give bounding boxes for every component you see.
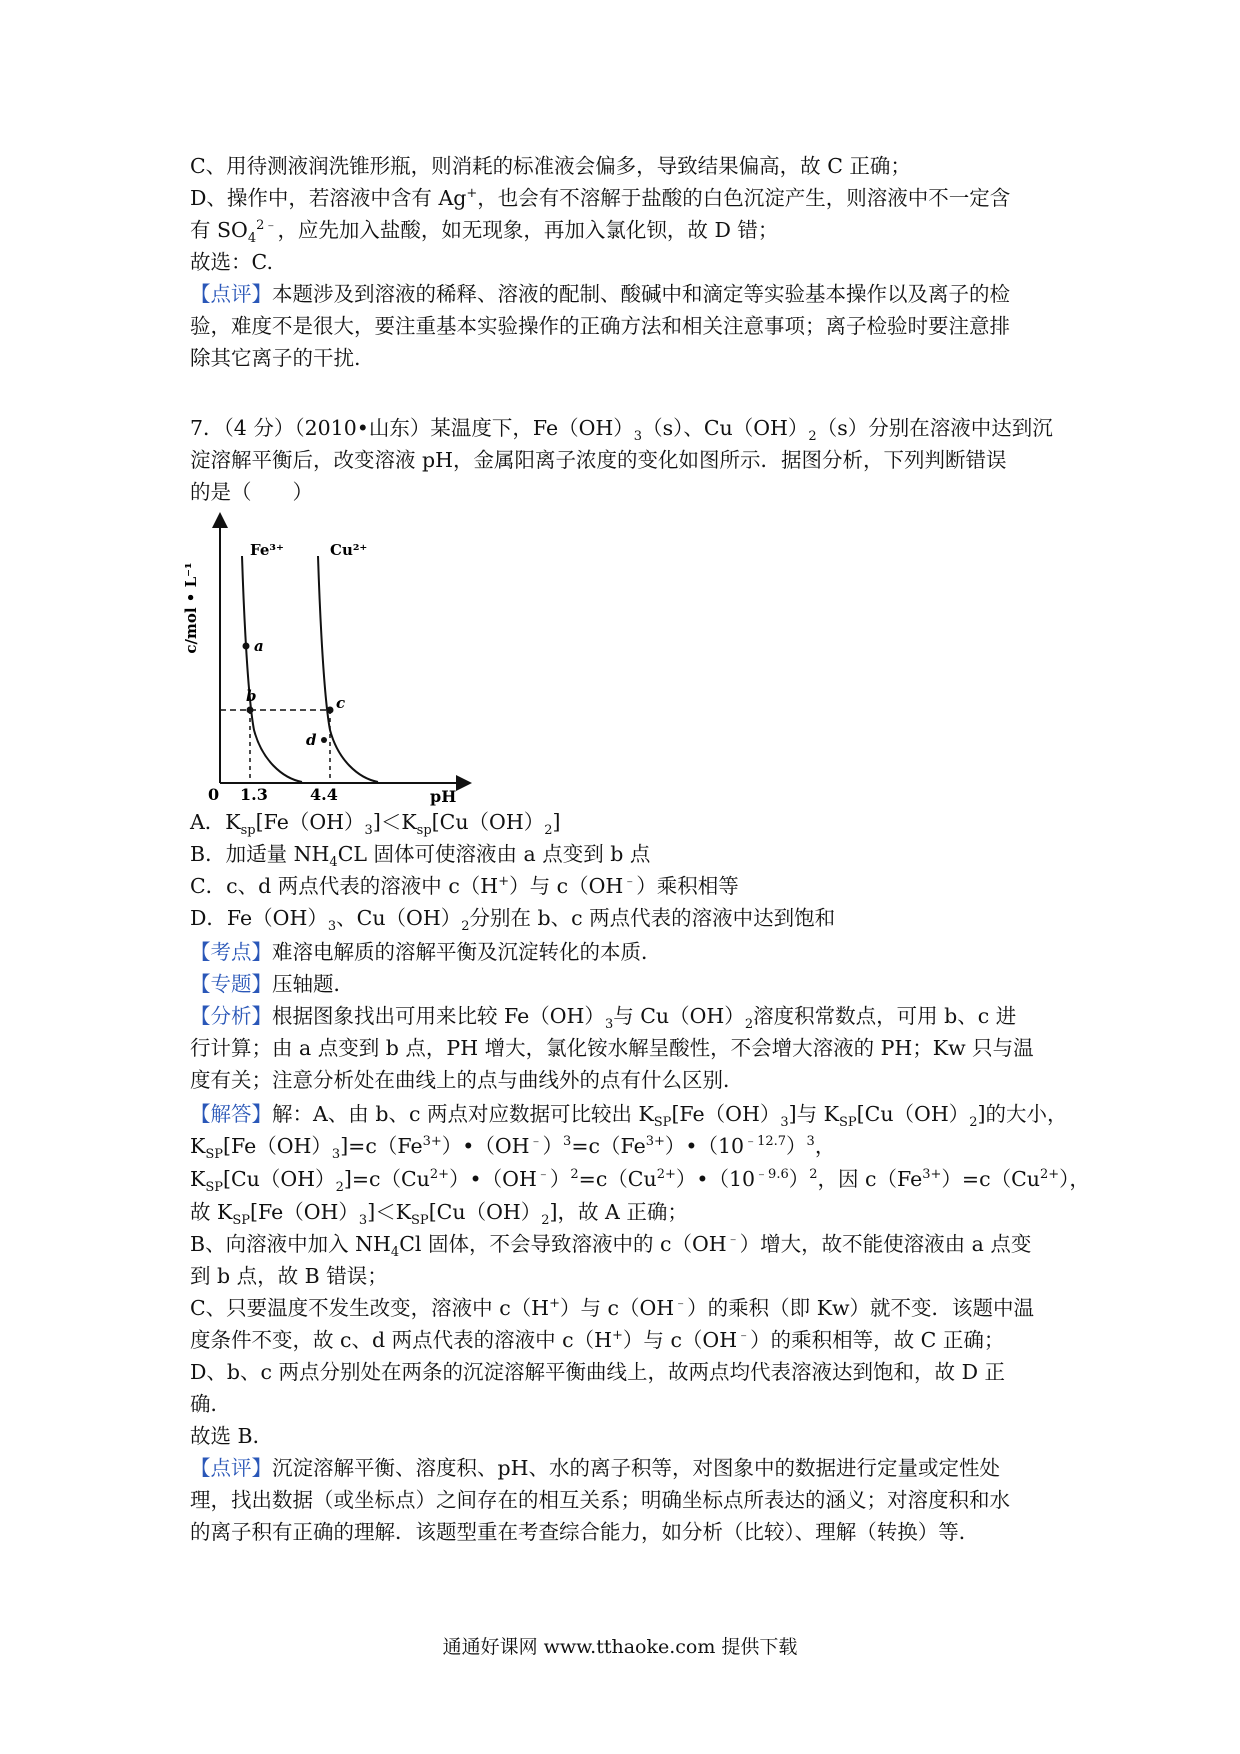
fenxi-tag: 【分析】	[190, 1004, 272, 1028]
answer-line: 故选 B．	[190, 1424, 274, 1448]
dianping-line: 【点评】沉淀溶解平衡、溶度积、pH、水的离子积等，对图象中的数据进行定量或定性处	[190, 1456, 1000, 1480]
text-line: 到 b 点，故 B 错误；	[190, 1264, 388, 1288]
fe3-curve	[242, 556, 302, 782]
text-line: 的离子积有正确的理解．该题型重在考查综合能力，如分析（比较）、理解（转换）等．	[190, 1520, 980, 1544]
text-line: 故 $K_{SP}[Fe(OH)_3]<K_{SP}[Cu(OH)_2]$，故 A 正确；	[190, 1200, 688, 1229]
series-label: Fe³⁺	[250, 541, 284, 559]
question-text: 的是（ ）	[190, 480, 313, 504]
text-line: 有 $SO_4^{2﹣}$，应先加入盐酸，如无现象，再加入氯化钡，故 D 错；	[190, 218, 779, 247]
point-a	[243, 643, 250, 650]
point-label: d	[306, 731, 317, 749]
text-line: D、操作中，若溶液中含有 Ag+，也会有不溶解于盐酸的白色沉淀产生，则溶液中不一定含	[190, 186, 1011, 210]
text-line: 理，找出数据（或坐标点）之间存在的相互关系；明确坐标点所表达的涵义；对溶度积和水	[190, 1488, 1010, 1512]
page-footer: 通通好课网 www.tthaoke.com 提供下载	[442, 1636, 798, 1658]
zhuanti-line: 【专题】压轴题．	[190, 972, 354, 996]
cu2-curve	[318, 556, 378, 782]
text-line: 除其它离子的干扰.	[190, 346, 361, 370]
option-b: B．加适量 $NH_4CL$ 固体可使溶液由 a 点变到 b 点	[190, 842, 651, 871]
dianping-tag: 【点评】	[190, 1456, 272, 1480]
origin-label: 0	[208, 785, 220, 804]
text-line: C、只要温度不发生改变，溶液中 c（H+）与 c（OH﹣）的乘积（即 Kw）就不变．该题中温	[190, 1296, 1035, 1320]
series-label: Cu²⁺	[330, 541, 368, 559]
comment-tag: 【点评】	[190, 282, 272, 306]
text-line: 验，难度不是很大，要注重基本实验操作的正确方法和相关注意事项；离子检验时要注意排	[190, 314, 1010, 338]
point-label: a	[254, 637, 264, 655]
kaodian-line: 【考点】难溶电解质的溶解平衡及沉淀转化的本质．	[190, 940, 662, 964]
jieda-line: 【解答】解：A、由 b、c 两点对应数据可比较出 $K_{SP}[Fe(OH)_3]$与 $K_{SP}[Cu(OH)_2]$的大小，	[190, 1102, 1068, 1131]
kaodian-tag: 【考点】	[190, 940, 272, 964]
text-line: 度有关；注意分析处在曲线上的点与曲线外的点有什么区别．	[190, 1068, 744, 1092]
point-label: c	[336, 694, 346, 712]
question-text: 淀溶解平衡后，改变溶液 pH，金属阳离子浓度的变化如图所示．据图分析，下列判断错误	[190, 448, 1007, 472]
point-label: b	[246, 687, 257, 705]
y-axis-label: c/mol • L⁻¹	[182, 562, 200, 654]
x-axis-label: pH	[430, 787, 457, 806]
point-b	[247, 707, 254, 714]
fenxi-line: 【分析】根据图象找出可用来比较 $Fe(OH)_3$与 $Cu(OH)_2$溶度积常数点，可用 b、c 进	[190, 1004, 1017, 1033]
point-c	[327, 707, 334, 714]
x-tick-label: 1.3	[240, 785, 268, 804]
x-tick-label: 4.4	[310, 785, 338, 804]
answer-line: 故选：C.	[190, 250, 273, 274]
zhuanti-tag: 【专题】	[190, 972, 272, 996]
text-line: B、向溶液中加入 $NH_4Cl$ 固体，不会导致溶液中的 c（OH﹣）增大，故不能使溶液由 a 点变	[190, 1232, 1032, 1261]
jieda-tag: 【解答】	[190, 1102, 272, 1126]
text-line: $K_{SP}[Cu(OH)_2]=c(Cu^{2+})•(OH^﹣)^2=c(Cu^{2+})•(10^{﹣9.6})^2$，因 $c(Fe^{3+})=c(Cu^{2+})$，	[190, 1167, 1090, 1196]
text-line: 度条件不变，故 c、d 两点代表的溶液中 c（H+）与 c（OH﹣）的乘积相等，故 C 正确；	[190, 1328, 1005, 1352]
comment-line: 【点评】本题涉及到溶液的稀释、溶液的配制、酸碱中和滴定等实验基本操作以及离子的检	[190, 282, 1010, 306]
text-line: D、b、c 两点分别处在两条的沉淀溶解平衡曲线上，故两点均代表溶液达到饱和，故 D 正	[190, 1360, 1006, 1384]
point-d	[321, 737, 327, 743]
question-title: 7．（4 分）（2010•山东）某温度下，$Fe(OH)_3(s)$、$Cu(OH)_2(s)$分别在溶液中达到沉	[190, 416, 1053, 445]
text-line: 确．	[190, 1392, 231, 1416]
text-line: 行计算；由 a 点变到 b 点，PH 增大，氯化铵水解呈酸性，不会增大溶液的 PH；Kw 只与温	[190, 1036, 1034, 1060]
solubility-chart	[182, 508, 476, 806]
option-d: D．$Fe(OH)_3$、$Cu(OH)_2$分别在 b、c 两点代表的溶液中达到饱和	[190, 906, 836, 935]
text-line: $K_{SP}[Fe(OH)_3]=c(Fe^{3+})•(OH^﹣)^3=c(Fe^{3+})•(10^{﹣12.7})^3$，	[190, 1134, 836, 1163]
text-line: C、用待测液润洗锥形瓶，则消耗的标准液会偏多，导致结果偏高，故 C 正确；	[190, 154, 911, 178]
option-a: A．$K_{sp}[Fe(OH)_3]<K_{sp}[Cu(OH)_2]$	[190, 810, 561, 839]
option-c: C．c、d 两点代表的溶液中 c（H+）与 c（OH﹣）乘积相等	[190, 874, 739, 898]
